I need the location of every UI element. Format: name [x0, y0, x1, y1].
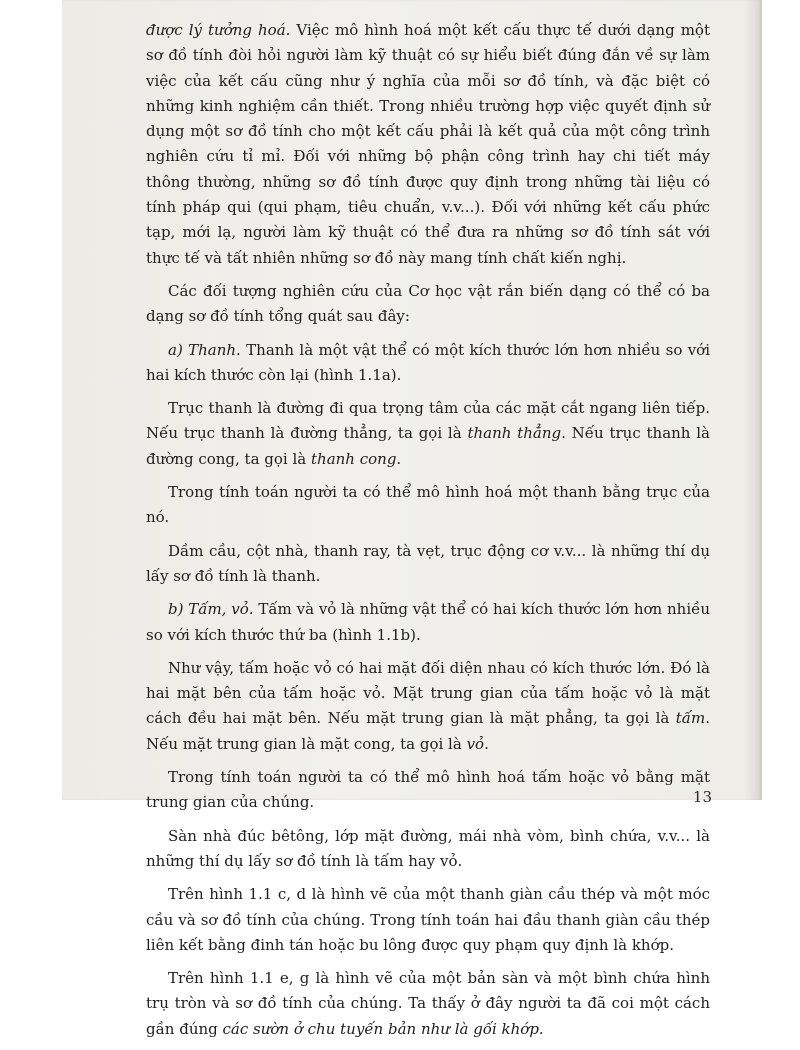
- paragraph-text: Trong tính toán người ta có thể mô hình hoá tấm hoặc vỏ bằng mặt trung gian của chúng.: [146, 768, 710, 812]
- italic-term: tấm: [675, 709, 706, 728]
- italic-term: các sườn ở chu tuyến bản như là gối khớp.: [222, 1019, 544, 1038]
- paragraph-text: . Nếu mặt trung gian là mặt cong, ta gọi là: [146, 709, 710, 753]
- paragraph-text: Trên hình 1.1 e, g là hình vẽ của một bản sàn và một bình chứa hình trụ tròn và sơ đồ tính của chúng. Ta thấy ở đây người ta đã coi một cách gần đúng: [146, 969, 710, 1038]
- italic-term: thanh cong: [311, 449, 397, 468]
- paragraph-11: [146, 882, 710, 958]
- italic-lead: a) Thanh.: [168, 340, 241, 359]
- paragraph-text: Tấm và vỏ là những vật thể có hai kích thước lớn hơn nhiều so với kích thước thứ ba (hình 1.1b).: [146, 600, 711, 644]
- italic-term: thanh thẳng: [467, 424, 562, 443]
- paragraph-text: .: [484, 734, 489, 753]
- paragraph-text: Dầm cầu, cột nhà, thanh ray, tà vẹt, trục động cơ v.v... là những thí dụ lấy sơ đồ tính là thanh.: [146, 541, 710, 585]
- paragraph-6: [146, 539, 710, 590]
- paragraph-text: Việc mô hình hoá một kết cấu thực tế dưới dạng một sơ đồ tính đòi hỏi người làm kỹ thuật có sự hiểu biết đúng đắn về sự làm việc của kết cấu cũng như ý nghĩa của mỗi sơ đồ tính, và đặc biệt có những kinh nghiệm cần thiết. Trong nhiều trường hợp việc quyết định sử dụng một sơ đồ tính cho một kết cấu phải là kết quả của một công trình nghiên cứu tỉ mỉ. Đối với những bộ phận công trình hay chi tiết máy thông thường, những sơ đồ tính được quy định trong những tài liệu có tính pháp qui (qui phạm, tiêu chuẩn, v.v...). Đối với những kết cấu phức tạp, mới lạ, người làm kỹ thuật có thể đưa ra những sơ đồ tính sát với thực tế và tất nhiên những sơ đồ này mang tính chất kiến nghị.: [146, 21, 710, 267]
- paragraph-8: [146, 656, 710, 757]
- paragraph-text: . Nếu trục thanh là đường cong, ta gọi là: [146, 424, 710, 468]
- paragraph-text: Như vậy, tấm hoặc vỏ có hai mặt đối diện nhau có kích thước lớn. Đó là hai mặt bên của tấm hoặc vỏ. Mặt trung gian của tấm hoặc vỏ là mặt cách đều hai mặt bên. Nếu mặt trung gian là mặt phẳng, ta gọi là: [146, 658, 710, 728]
- paragraph-3: [146, 338, 710, 389]
- book-page: [62, 0, 762, 1038]
- italic-lead: được lý tưởng hoá.: [146, 21, 291, 39]
- paragraph-1: [146, 18, 710, 271]
- paragraph-text: Trên hình 1.1 c, d là hình vẽ của một thanh giàn cầu thép và một móc cầu và sơ đồ tính của chúng. Trong tính toán hai đầu thanh giàn cầu thép liên kết bằng đinh tán hoặc bu lông được quy phạm quy định là khớp.: [146, 885, 710, 954]
- paragraph-9: [146, 765, 710, 816]
- page-number: 13: [692, 788, 712, 806]
- paragraph-text: Sàn nhà đúc bêtông, lớp mặt đường, mái nhà vòm, bình chứa, v.v... là những thí dụ lấy sơ đồ tính là tấm hay vỏ.: [146, 826, 710, 870]
- paragraph-5: [146, 480, 710, 531]
- paragraph-10: [146, 824, 710, 875]
- italic-term: vỏ: [466, 734, 485, 753]
- paragraph-2: [146, 279, 710, 330]
- paragraph-text: Trục thanh là đường đi qua trọng tâm của các mặt cắt ngang liên tiếp. Nếu trục thanh là đường thẳng, ta gọi là: [146, 399, 710, 443]
- italic-lead: b) Tấm, vỏ.: [168, 600, 254, 619]
- paragraph-text: .: [396, 449, 402, 468]
- paragraph-7: [146, 597, 710, 648]
- paragraph-text: Các đối tượng nghiên cứu của Cơ học vật rắn biến dạng có thể có ba dạng sơ đồ tính tổng quát sau đây:: [146, 281, 710, 326]
- paragraph-text: Thanh là một vật thể có một kích thước lớn hơn nhiều so với hai kích thước còn lại (hình 1.1a).: [146, 340, 711, 384]
- paragraph-4: [146, 396, 710, 472]
- paragraph-12: [146, 966, 710, 1042]
- paragraph-text: Trong tính toán người ta có thể mô hình hoá một thanh bằng trục của nó.: [146, 483, 710, 527]
- body-text: [146, 18, 710, 1050]
